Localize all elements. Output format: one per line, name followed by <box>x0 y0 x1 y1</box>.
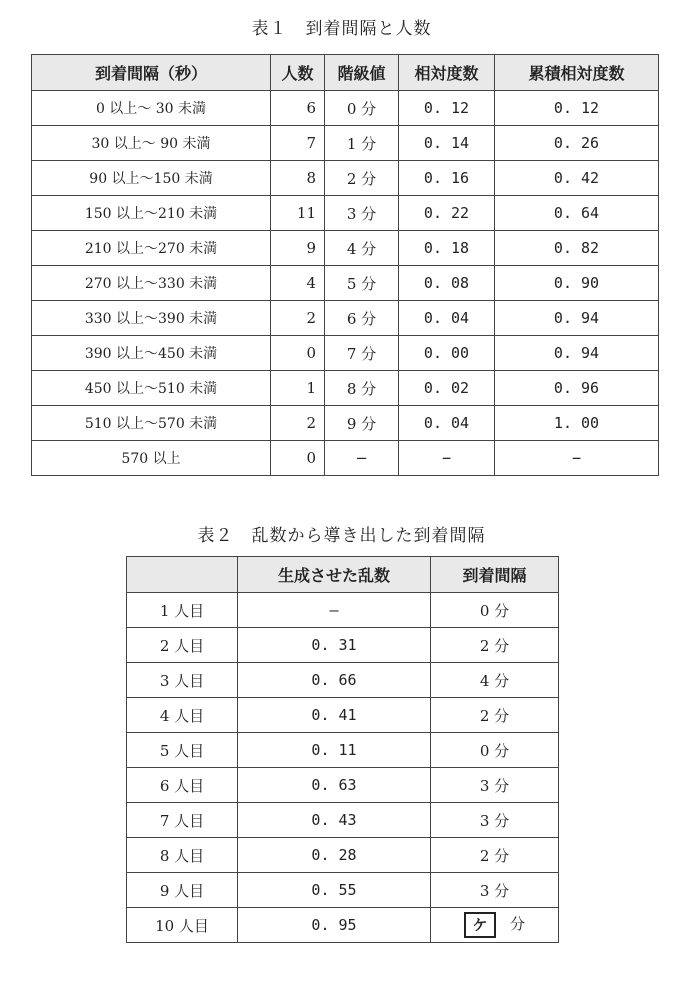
interval-cell: 3 分 <box>431 873 559 908</box>
count-cell: 8 <box>271 161 325 196</box>
table-row <box>32 196 659 231</box>
rel-cell: 0. 08 <box>399 266 495 301</box>
header-class-value: 階級値 <box>325 55 399 91</box>
table1-caption: 表１ 到着間隔と人数 <box>251 19 432 39</box>
interval-cell: 2 分 <box>431 838 559 873</box>
header-count: 人数 <box>271 55 325 91</box>
interval-cell: 0 分 <box>431 733 559 768</box>
interval-cell: 2 分 <box>431 628 559 663</box>
table-row <box>127 663 559 698</box>
person-cell: 5 人目 <box>127 733 238 768</box>
class-cell: 2 分 <box>325 161 399 196</box>
range-cell: 30 以上〜 90 未満 <box>32 126 271 161</box>
range-cell: 90 以上〜150 未満 <box>32 161 271 196</box>
cum-cell: 0. 12 <box>495 91 659 126</box>
class-cell: 7 分 <box>325 336 399 371</box>
header-cumulative-relative-frequency: 累積相対度数 <box>495 55 659 91</box>
header-arrival-interval: 到着間隔 <box>431 557 559 593</box>
rel-cell: 0. 04 <box>399 406 495 441</box>
random-cell: 0. 41 <box>238 698 431 733</box>
rel-cell: 0. 18 <box>399 231 495 266</box>
person-cell: 1 人目 <box>127 593 238 628</box>
count-cell: 2 <box>271 406 325 441</box>
arrival-interval-table <box>31 54 659 476</box>
range-cell: 270 以上〜330 未満 <box>32 266 271 301</box>
interval-cell: 2 分 <box>431 698 559 733</box>
random-cell: 0. 95 <box>238 908 431 943</box>
table-row <box>127 628 559 663</box>
rel-cell: 0. 16 <box>399 161 495 196</box>
table-row <box>32 231 659 266</box>
count-cell: 0 <box>271 441 325 476</box>
range-cell: 510 以上〜570 未満 <box>32 406 271 441</box>
count-cell: 2 <box>271 301 325 336</box>
table1-header-row <box>32 55 659 91</box>
range-cell: 390 以上〜450 未満 <box>32 336 271 371</box>
random-cell: 0. 28 <box>238 838 431 873</box>
random-cell: — <box>238 593 431 628</box>
rel-cell: 0. 00 <box>399 336 495 371</box>
table-row <box>32 406 659 441</box>
person-cell: 7 人目 <box>127 803 238 838</box>
count-cell: 11 <box>271 196 325 231</box>
table-row <box>127 803 559 838</box>
range-cell: 210 以上〜270 未満 <box>32 231 271 266</box>
person-cell: 9 人目 <box>127 873 238 908</box>
rel-cell: 0. 12 <box>399 91 495 126</box>
cum-cell: 0. 82 <box>495 231 659 266</box>
table2-caption: 表２ 乱数から導き出した到着間隔 <box>197 526 486 546</box>
person-cell: 10 人目 <box>127 908 238 943</box>
table-row <box>32 301 659 336</box>
rel-cell: 0. 22 <box>399 196 495 231</box>
person-cell: 4 人目 <box>127 698 238 733</box>
table-row <box>32 161 659 196</box>
class-cell: − <box>325 441 399 476</box>
random-cell: 0. 63 <box>238 768 431 803</box>
random-arrival-table <box>126 556 559 943</box>
answer-blank-box: ケ <box>464 912 496 938</box>
table-row <box>32 371 659 406</box>
interval-cell: 4 分 <box>431 663 559 698</box>
table-row <box>32 126 659 161</box>
table-row <box>32 266 659 301</box>
person-cell: 3 人目 <box>127 663 238 698</box>
class-cell: 8 分 <box>325 371 399 406</box>
cum-cell: − <box>495 441 659 476</box>
person-cell: 8 人目 <box>127 838 238 873</box>
interval-cell <box>431 908 559 943</box>
class-cell: 4 分 <box>325 231 399 266</box>
table-row <box>32 91 659 126</box>
table-row <box>127 733 559 768</box>
cum-cell: 0. 64 <box>495 196 659 231</box>
class-cell: 9 分 <box>325 406 399 441</box>
range-cell: 150 以上〜210 未満 <box>32 196 271 231</box>
person-cell: 6 人目 <box>127 768 238 803</box>
unit-label: 分 <box>509 915 525 933</box>
class-cell: 1 分 <box>325 126 399 161</box>
random-cell: 0. 55 <box>238 873 431 908</box>
table-row <box>127 593 559 628</box>
cum-cell: 0. 94 <box>495 336 659 371</box>
rel-cell: − <box>399 441 495 476</box>
count-cell: 9 <box>271 231 325 266</box>
random-cell: 0. 43 <box>238 803 431 838</box>
rel-cell: 0. 02 <box>399 371 495 406</box>
range-cell: 0 以上〜 30 未満 <box>32 91 271 126</box>
table-row <box>127 768 559 803</box>
person-cell: 2 人目 <box>127 628 238 663</box>
table-row <box>32 441 659 476</box>
cum-cell: 0. 96 <box>495 371 659 406</box>
random-cell: 0. 31 <box>238 628 431 663</box>
cum-cell: 0. 26 <box>495 126 659 161</box>
range-cell: 450 以上〜510 未満 <box>32 371 271 406</box>
cum-cell: 0. 94 <box>495 301 659 336</box>
rel-cell: 0. 04 <box>399 301 495 336</box>
interval-cell: 3 分 <box>431 803 559 838</box>
class-cell: 5 分 <box>325 266 399 301</box>
cum-cell: 0. 90 <box>495 266 659 301</box>
table-row <box>32 336 659 371</box>
header-person <box>127 557 238 593</box>
table-row <box>127 908 559 943</box>
range-cell: 570 以上 <box>32 441 271 476</box>
interval-cell: 0 分 <box>431 593 559 628</box>
rel-cell: 0. 14 <box>399 126 495 161</box>
table-row <box>127 838 559 873</box>
cum-cell: 1. 00 <box>495 406 659 441</box>
random-cell: 0. 11 <box>238 733 431 768</box>
table-row <box>127 873 559 908</box>
table-row <box>127 698 559 733</box>
class-cell: 3 分 <box>325 196 399 231</box>
count-cell: 7 <box>271 126 325 161</box>
cum-cell: 0. 42 <box>495 161 659 196</box>
count-cell: 4 <box>271 266 325 301</box>
range-cell: 330 以上〜390 未満 <box>32 301 271 336</box>
class-cell: 6 分 <box>325 301 399 336</box>
table2-header-row <box>127 557 559 593</box>
header-relative-frequency: 相対度数 <box>399 55 495 91</box>
random-cell: 0. 66 <box>238 663 431 698</box>
header-interval-seconds: 到着間隔（秒） <box>32 55 271 91</box>
interval-cell: 3 分 <box>431 768 559 803</box>
count-cell: 6 <box>271 91 325 126</box>
class-cell: 0 分 <box>325 91 399 126</box>
header-random-number: 生成させた乱数 <box>238 557 431 593</box>
count-cell: 0 <box>271 336 325 371</box>
count-cell: 1 <box>271 371 325 406</box>
